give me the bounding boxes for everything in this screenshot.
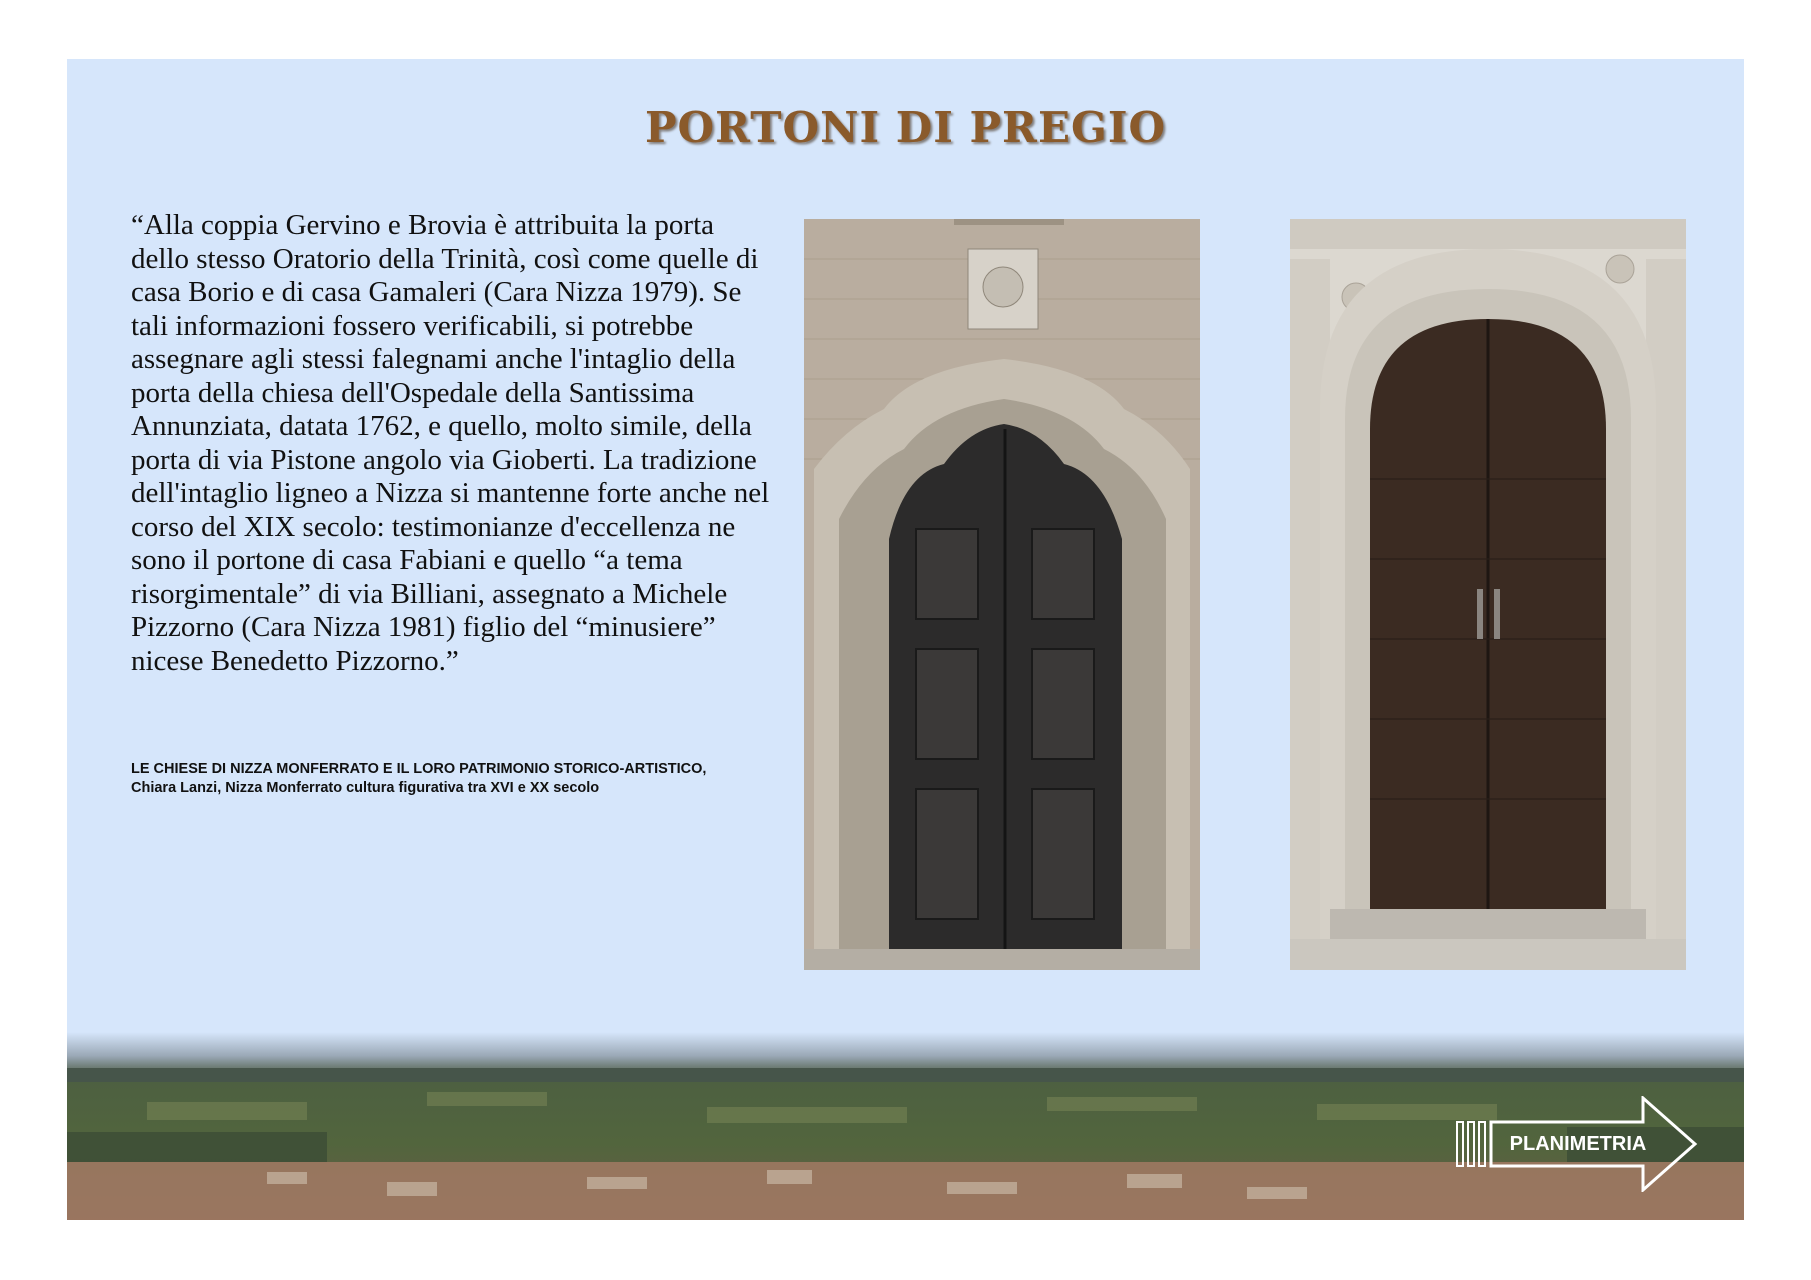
photo-arched-door xyxy=(1290,219,1686,970)
photo-baroque-door xyxy=(804,219,1200,970)
slide xyxy=(67,59,1744,1220)
quote-text: “Alla coppia Gervino e Brovia è attribuita la porta dello stesso Oratorio della Trinità, così come quelle di casa Borio e di casa Gamaleri (Cara Nizza 1979). Se tali informazioni fossero verificabili, si potrebbe assegnare agli stessi falegnami anche l'intaglio della porta della chiesa dell'Ospedale della Santissima Annunziata, datata 1762, e quello, molto simile, della porta di via Pistone angolo via Gioberti. La tradizione dell'intaglio ligneo a Nizza si mantenne forte anche nel corso del XIX secolo: testimonianze d'eccellenza ne sono il portone di casa Fabiani e quello “a tema risorgimentale” di via Billiani, assegnato a Michele Pizzorno (Cara Nizza 1981) figlio del “minusiere” nicese Benedetto Pizzorno.” xyxy=(131,209,770,677)
page-title: PORTONI DI PREGIO xyxy=(644,103,1167,152)
planimetria-button[interactable] xyxy=(1455,1096,1698,1192)
citation: LE CHIESE DI NIZZA MONFERRATO E IL LORO PATRIMONIO STORICO-ARTISTICO, Chiara Lanzi, Nizza Monferrato cultura figurativa tra XVI e XX secolo xyxy=(131,761,707,796)
planimetria-label: PLANIMETRIA xyxy=(1509,1133,1647,1155)
